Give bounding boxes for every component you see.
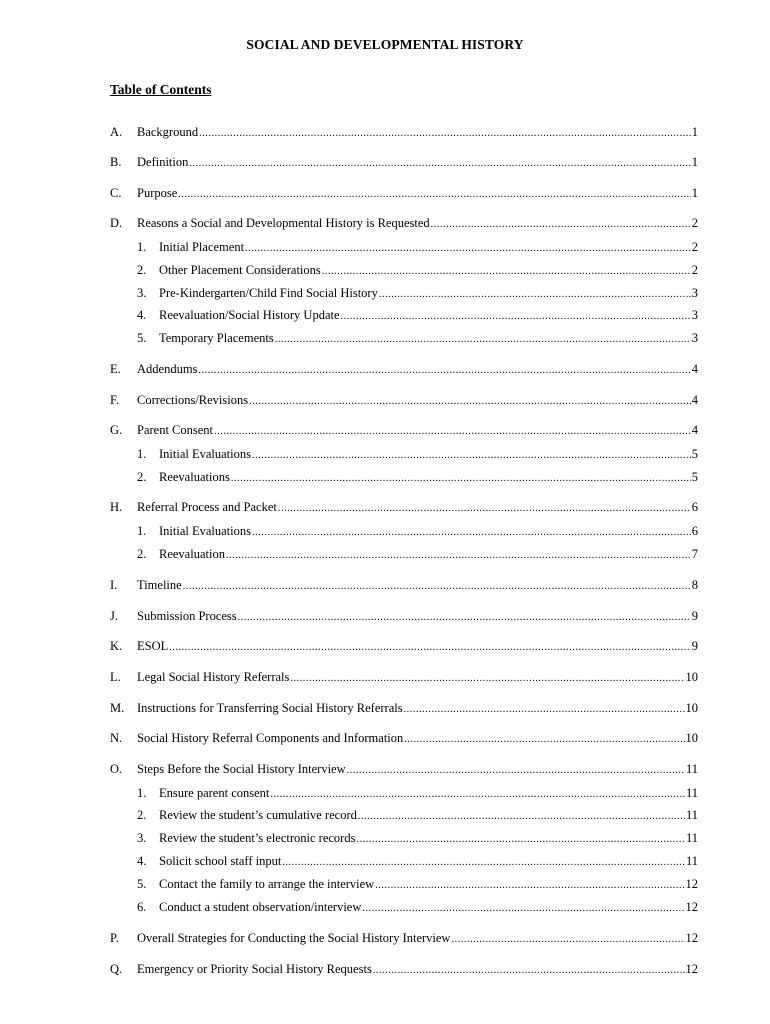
toc-entry-label: Initial Placement: [159, 240, 245, 254]
toc-entry-label: Steps Before the Social History Interview: [137, 762, 346, 776]
toc-entry-marker: O.: [110, 762, 123, 776]
toc-entry-label: Parent Consent: [137, 423, 214, 437]
toc-entry: [137, 875, 698, 893]
toc-entry-marker: 2.: [137, 808, 147, 822]
toc-entry: [110, 699, 698, 717]
toc-entry: [110, 123, 698, 141]
toc-entry: [137, 806, 698, 824]
toc-entry-marker: H.: [110, 500, 123, 514]
toc-entry-marker: E.: [110, 362, 121, 376]
toc-dot-leader: [379, 286, 691, 304]
toc-entry: [137, 468, 698, 486]
toc-entry-label: Addendums: [137, 362, 198, 376]
toc-entry: [137, 852, 698, 870]
toc-entry: [137, 898, 698, 916]
toc-entry: [137, 545, 698, 563]
toc-entry-label: Ensure parent consent: [159, 786, 270, 800]
toc-dot-leader: [270, 786, 685, 804]
toc-entry-page-number: 2: [691, 263, 698, 277]
toc-entry: [110, 214, 698, 232]
toc-entry-page-number: 12: [685, 877, 698, 891]
toc-dot-leader: [214, 423, 691, 441]
toc-entry: [137, 522, 698, 540]
toc-dot-leader: [183, 578, 691, 596]
toc-dot-leader: [282, 854, 685, 872]
toc-entry-page-number: 11: [685, 831, 698, 845]
toc-entry-label: Reevaluation/Social History Update: [159, 308, 340, 322]
toc-entry-page-number: 4: [691, 362, 698, 376]
toc-dot-leader: [404, 731, 684, 749]
toc-entry: [137, 306, 698, 324]
toc-entry-marker: C.: [110, 186, 122, 200]
toc-dot-leader: [252, 447, 691, 465]
toc-dot-leader: [198, 362, 690, 380]
toc-entry-page-number: 6: [691, 500, 698, 514]
toc-dot-leader: [322, 263, 691, 281]
toc-entry-page-number: 4: [691, 393, 698, 407]
toc-entry: [137, 829, 698, 847]
toc-entry-marker: 1.: [137, 447, 147, 461]
toc-entry-marker: J.: [110, 609, 118, 623]
toc-heading: Table of Contents: [110, 82, 212, 97]
toc-entry: [110, 360, 698, 378]
toc-entry-marker: 1.: [137, 786, 147, 800]
toc-entry-marker: I.: [110, 578, 118, 592]
toc-dot-leader: [375, 877, 684, 895]
toc-entry-label: Overall Strategies for Conducting the Social History Interview: [137, 931, 451, 945]
toc-entry: [137, 329, 698, 347]
toc-entry-label: Referral Process and Packet: [137, 500, 277, 514]
toc-dot-leader: [169, 639, 691, 657]
toc-entry-marker: 2.: [137, 547, 147, 561]
toc-entry-marker: 4.: [137, 308, 147, 322]
toc-entry-page-number: 1: [691, 155, 698, 169]
toc-dot-leader: [199, 125, 691, 143]
toc-entry-page-number: 9: [691, 609, 698, 623]
toc-entry-label: Submission Process: [137, 609, 237, 623]
toc-entry-label: Timeline: [137, 578, 182, 592]
toc-entry-label: Solicit school staff input: [159, 854, 282, 868]
toc-entry-marker: 5.: [137, 877, 147, 891]
toc-entry-page-number: 5: [691, 470, 698, 484]
toc-entry-label: Review the student’s electronic records: [159, 831, 356, 845]
toc-entry-marker: 6.: [137, 900, 147, 914]
toc-entry: [110, 498, 698, 516]
toc-entry-marker: L.: [110, 670, 121, 684]
toc-entry: [110, 960, 698, 978]
toc-entry: [110, 391, 698, 409]
toc-entry: [110, 421, 698, 439]
toc-entry-page-number: 4: [691, 423, 698, 437]
toc-dot-leader: [431, 216, 691, 234]
toc-entry-page-number: 11: [685, 854, 698, 868]
toc-entry-label: Reasons a Social and Developmental History is Requested: [137, 216, 430, 230]
toc-entry-page-number: 7: [691, 547, 698, 561]
toc-dot-leader: [238, 609, 691, 627]
toc-entry-label: Initial Evaluations: [159, 447, 251, 461]
toc-dot-leader: [252, 524, 691, 542]
toc-entry: [110, 729, 698, 747]
toc-entry-marker: P.: [110, 931, 119, 945]
toc-entry-marker: D.: [110, 216, 123, 230]
toc-entry-label: Pre-Kindergarten/Child Find Social History: [159, 286, 378, 300]
toc-entry-marker: 2.: [137, 263, 147, 277]
toc-entry-label: Initial Evaluations: [159, 524, 251, 538]
toc-entry-label: Conduct a student observation/interview: [159, 900, 362, 914]
toc-entry-marker: F.: [110, 393, 120, 407]
toc-entry-label: Other Placement Considerations: [159, 263, 321, 277]
toc-entry: [110, 929, 698, 947]
toc-entry-marker: A.: [110, 125, 123, 139]
toc-entry-page-number: 2: [691, 240, 698, 254]
toc-entry: [137, 784, 698, 802]
toc-entry-marker: 3.: [137, 831, 147, 845]
toc-entry-page-number: 11: [685, 808, 698, 822]
toc-entry-label: Social History Referral Components and Information: [137, 731, 404, 745]
toc-entry-label: Background: [137, 125, 199, 139]
toc-entry-label: Instructions for Transferring Social History Referrals: [137, 701, 403, 715]
toc-dot-leader: [290, 670, 684, 688]
toc-dot-leader: [451, 931, 684, 949]
toc-dot-leader: [245, 240, 691, 258]
toc-entry: [110, 153, 698, 171]
toc-dot-leader: [178, 186, 690, 204]
toc-entry-marker: 5.: [137, 331, 147, 345]
document-title: SOCIAL AND DEVELOPMENTAL HISTORY: [246, 37, 524, 52]
toc-entry-page-number: 3: [691, 308, 698, 322]
toc-entry-label: Purpose: [137, 186, 178, 200]
toc-entry-marker: Q.: [110, 962, 123, 976]
toc-entry-page-number: 10: [685, 701, 698, 715]
toc-entry-marker: K.: [110, 639, 123, 653]
toc-entry-page-number: 11: [685, 762, 698, 776]
toc-entry: [110, 184, 698, 202]
toc-entry: [137, 284, 698, 302]
toc-entry: [110, 760, 698, 778]
toc-entry-page-number: 1: [691, 186, 698, 200]
toc-dot-leader: [356, 831, 684, 849]
toc-dot-leader: [358, 808, 685, 826]
toc-dot-leader: [278, 500, 691, 518]
toc-entry-page-number: 12: [685, 900, 698, 914]
toc-entry-marker: 4.: [137, 854, 147, 868]
toc-entry-label: Reevaluations: [159, 470, 230, 484]
toc-entry-page-number: 12: [685, 962, 698, 976]
toc-entry: [137, 445, 698, 463]
toc-entry: [110, 607, 698, 625]
toc-entry-page-number: 3: [691, 331, 698, 345]
toc-dot-leader: [373, 962, 685, 980]
toc-dot-leader: [231, 470, 691, 488]
toc-entry-marker: B.: [110, 155, 122, 169]
toc-dot-leader: [189, 155, 690, 173]
toc-entry-page-number: 8: [691, 578, 698, 592]
toc-entry-page-number: 5: [691, 447, 698, 461]
toc-entry-page-number: 11: [685, 786, 698, 800]
toc-entry-label: ESOL: [137, 639, 169, 653]
toc-entry-label: Corrections/Revisions: [137, 393, 249, 407]
toc-entry-page-number: 2: [691, 216, 698, 230]
toc-entry-marker: N.: [110, 731, 123, 745]
toc-entry-label: Legal Social History Referrals: [137, 670, 290, 684]
toc-entry-page-number: 3: [691, 286, 698, 300]
toc-dot-leader: [362, 900, 684, 918]
toc-entry-page-number: 9: [691, 639, 698, 653]
toc-entry-marker: 3.: [137, 286, 147, 300]
toc-entry: [110, 637, 698, 655]
toc-entry-label: Definition: [137, 155, 189, 169]
toc-entry: [137, 261, 698, 279]
toc-dot-leader: [275, 331, 691, 349]
toc-entry-page-number: 12: [685, 931, 698, 945]
toc-dot-leader: [249, 393, 691, 411]
toc-entry-marker: M.: [110, 701, 125, 715]
toc-entry-marker: 1.: [137, 240, 147, 254]
toc-entry: [110, 668, 698, 686]
toc-dot-leader: [347, 762, 685, 780]
toc-entry-label: Contact the family to arrange the interview: [159, 877, 375, 891]
toc-dot-leader: [404, 701, 685, 719]
toc-entry: [110, 576, 698, 594]
toc-dot-leader: [226, 547, 691, 565]
toc-entry-marker: 1.: [137, 524, 147, 538]
toc-entry-label: Temporary Placements: [159, 331, 274, 345]
toc-entry-marker: 2.: [137, 470, 147, 484]
toc-entry-page-number: 6: [691, 524, 698, 538]
toc-entry-marker: G.: [110, 423, 123, 437]
toc-entry-label: Review the student’s cumulative record: [159, 808, 357, 822]
toc-entry-page-number: 10: [685, 731, 698, 745]
toc-entry-page-number: 10: [685, 670, 698, 684]
toc-entry-label: Reevaluation: [159, 547, 225, 561]
toc-entry-page-number: 1: [691, 125, 698, 139]
toc-entry: [137, 238, 698, 256]
toc-dot-leader: [341, 308, 691, 326]
toc-entry-label: Emergency or Priority Social History Requests: [137, 962, 372, 976]
